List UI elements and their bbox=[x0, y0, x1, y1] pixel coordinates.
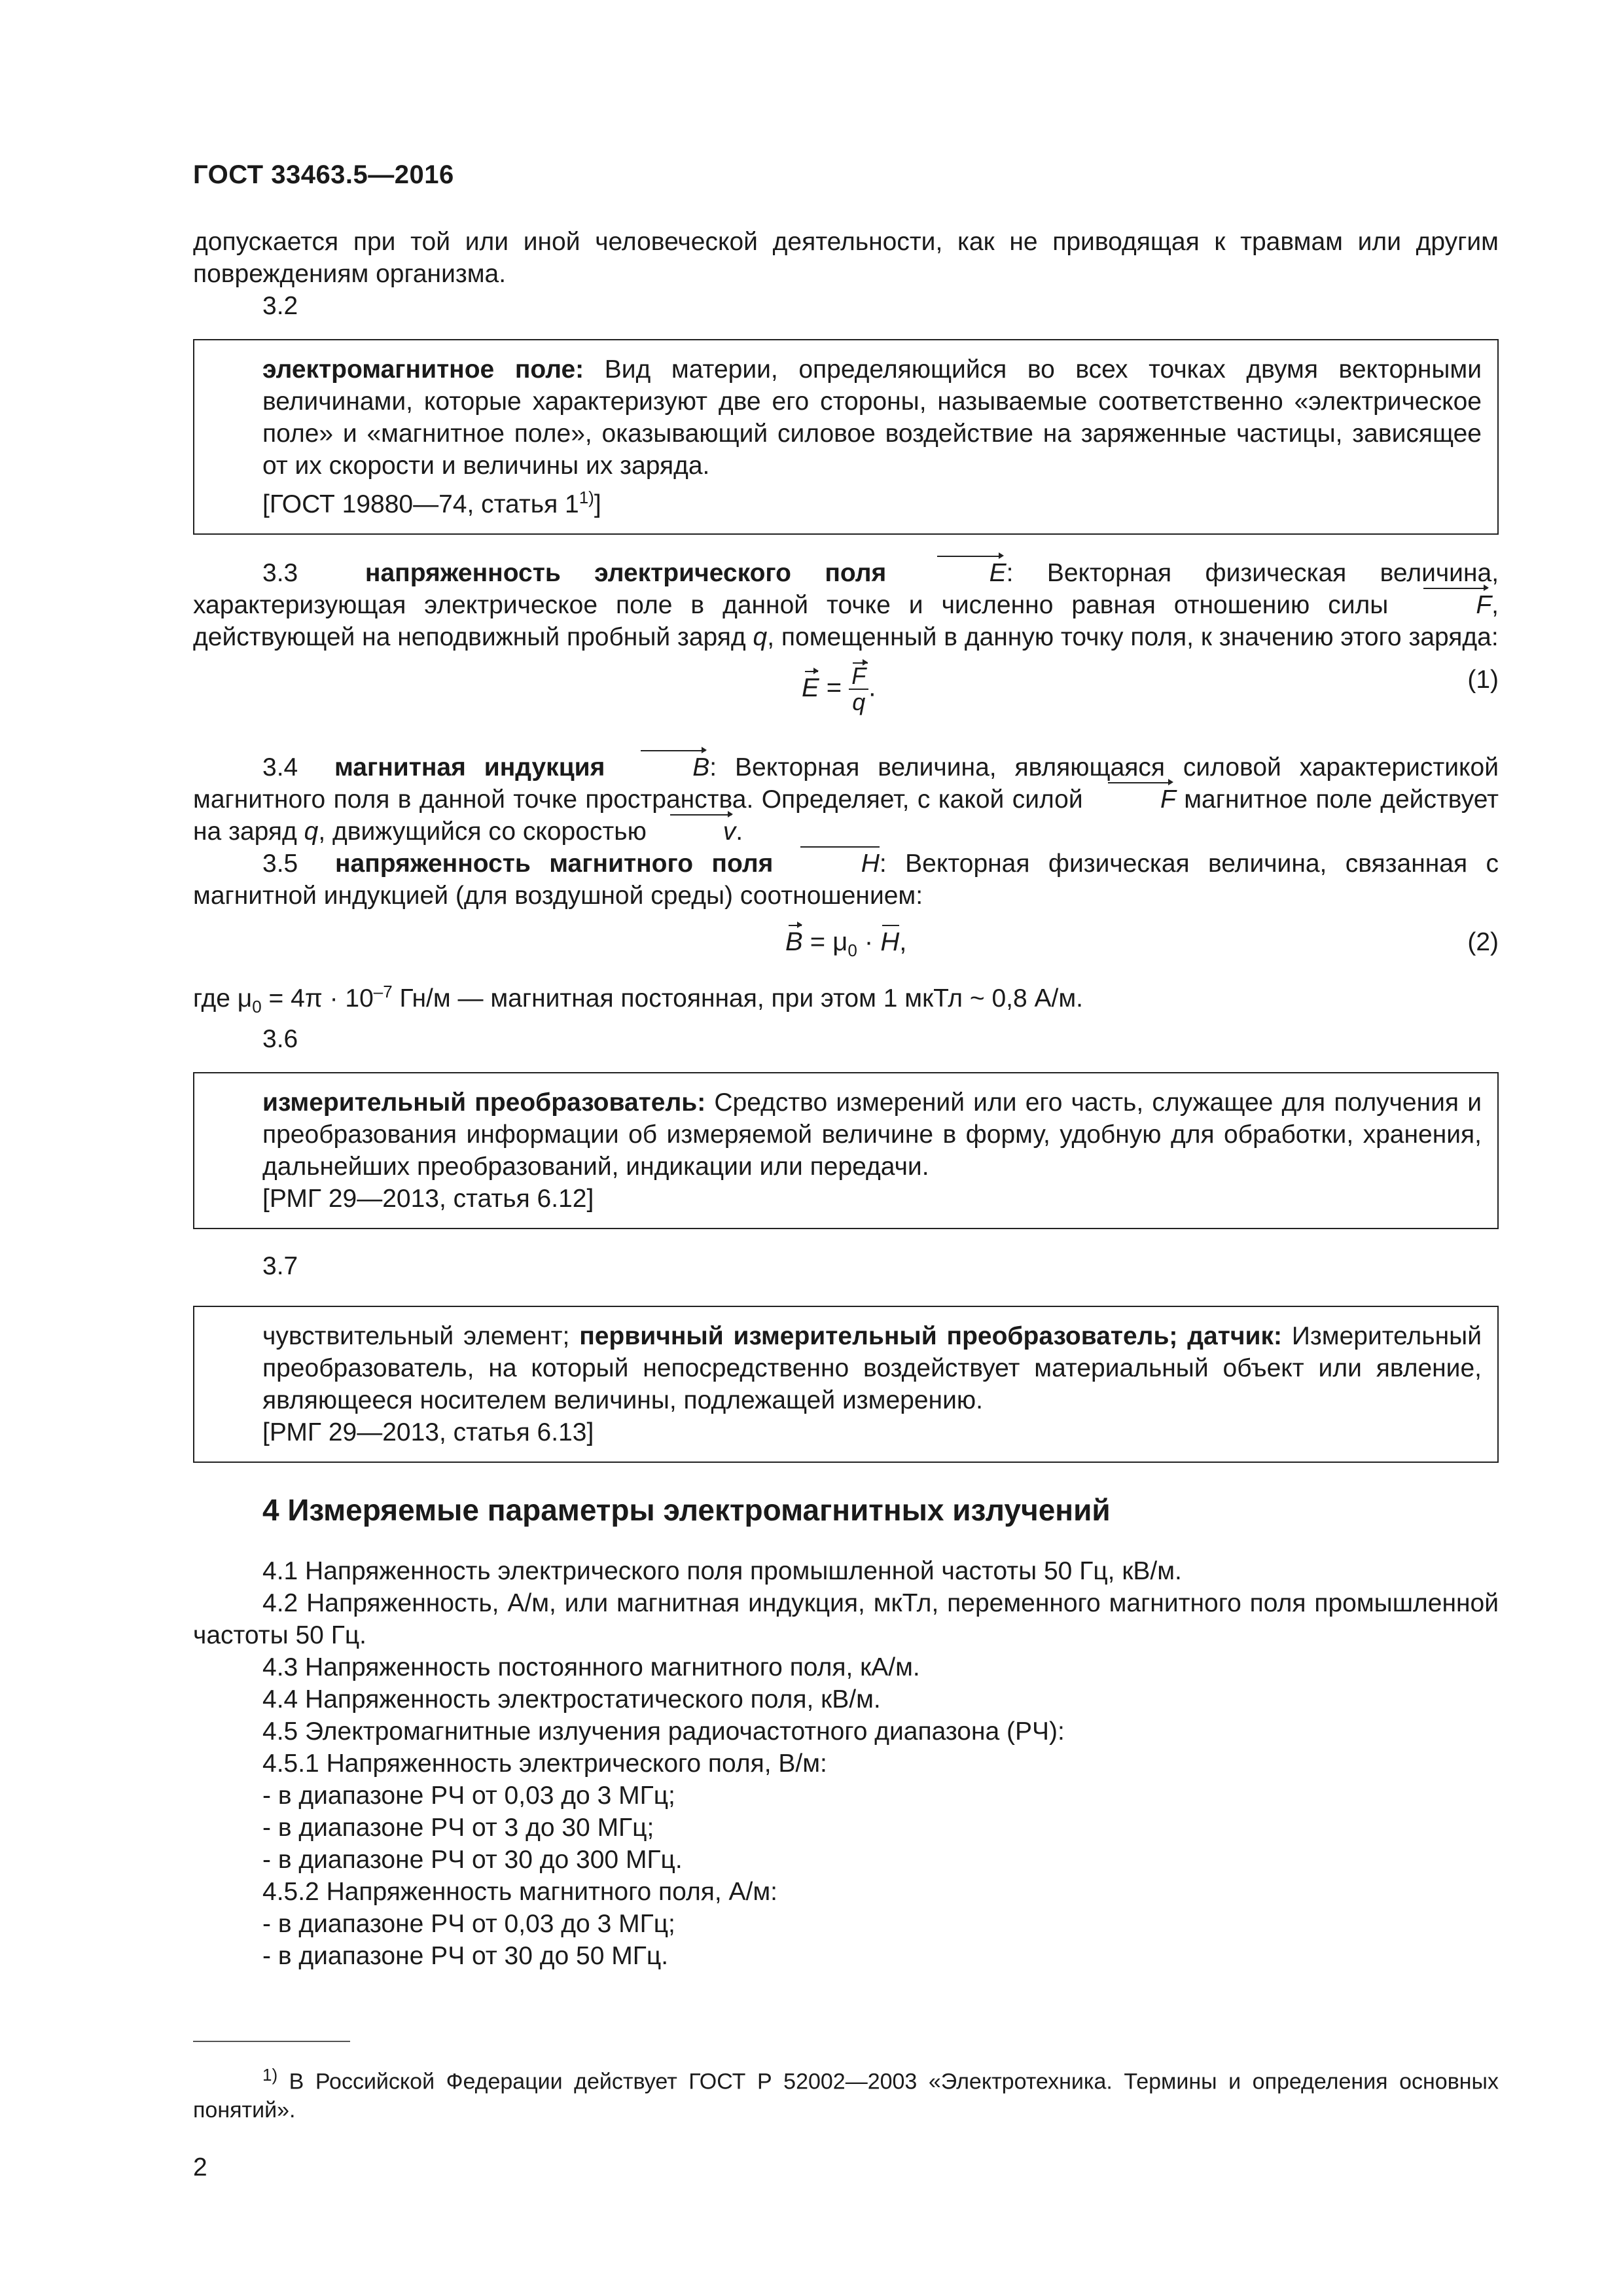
vector-b-symbol: B bbox=[623, 751, 709, 783]
list-item: - в диапазоне РЧ от 30 до 300 МГц. bbox=[262, 1845, 683, 1874]
equation-2-row bbox=[193, 926, 1499, 972]
definition-3-7: чувствительный элемент; первичный измерительный преобразователь; датчик: Измерительный преобразователь, на который непосредственно воздействует материальный объект или явление, являющееся носителем величины, подлежащей измерению. bbox=[262, 1321, 1482, 1414]
clause-3-3: 3.3 напряженность электрического поля E: Векторная физическая величина, характеризующая электрическое поле в данной точке и численно равная отношению силы F, действующей на неподвижный пробный заряд q, помещенный в данную точку поля, к значению этого заряда: bbox=[193, 557, 1499, 653]
list-item: - в диапазоне РЧ от 30 до 50 МГц. bbox=[262, 1941, 669, 1970]
clause-3-4: 3.4 магнитная индукция B: Векторная величина, являющаяся силовой характеристикой магнитного поля в данной точке пространства. Определяет, с какой силой F магнитное поле действует на заряд q, движущийся со скоростью v. bbox=[193, 751, 1499, 848]
footnote-text: $^{1)}$ В Российской Федерации действует ГОСТ Р 52002—2003 «Электротехника. Термины и определения основных понятий». bbox=[193, 2065, 1499, 2123]
vector-e-symbol: E bbox=[920, 557, 1007, 589]
document-body bbox=[193, 226, 1499, 1972]
section-4-title: 4 Измеряемые параметры электромагнитных излучений bbox=[262, 1492, 1111, 1527]
footnote-marker: 1) bbox=[262, 2065, 278, 2085]
item-4-2: 4.2 Напряженность, А/м, или магнитная индукция, мкТл, переменного магнитного поля промышленной частоты 50 Гц. bbox=[193, 1588, 1499, 1649]
item-4-5-1: 4.5.1 Напряженность электрического поля, В/м: bbox=[262, 1749, 827, 1778]
footnote bbox=[193, 2060, 1499, 2125]
item-4-3: 4.3 Напряженность постоянного магнитного поля, кА/м. bbox=[262, 1653, 920, 1681]
list-item: - в диапазоне РЧ от 3 до 30 МГц; bbox=[262, 1813, 654, 1842]
vector-v-symbol: v bbox=[654, 816, 736, 848]
term-3-2: электромагнитное поле: bbox=[262, 355, 584, 384]
clause-3-7-number: 3.7 bbox=[262, 1251, 298, 1280]
term-3-4: магнитная индукция bbox=[334, 753, 605, 781]
definition-box-3-7 bbox=[193, 1306, 1499, 1463]
charge-q-symbol: q bbox=[304, 817, 319, 846]
page-number: 2 bbox=[193, 2153, 207, 2181]
equation-1-row bbox=[193, 664, 1499, 736]
item-4-4: 4.4 Напряженность электростатического поля, кВ/м. bbox=[262, 1685, 881, 1713]
equation-2-number: (2) bbox=[1467, 928, 1499, 956]
footnote-ref: 1) bbox=[579, 488, 594, 507]
document-header: ГОСТ 33463.5—2016 bbox=[193, 160, 454, 189]
charge-q-symbol: q bbox=[753, 623, 768, 651]
where-clause: где $\mu_0 = 4\pi \cdot 10^{-7}$ Гн/м — магнитная постоянная, при этом 1 мкТл ~ 0,8 А/м. bbox=[193, 982, 1083, 1016]
definition-3-6: измерительный преобразователь: Средство измерений или его часть, служащее для получения и преобразования информации об измеряемой величине в форму, удобную для обработки, хранения, дальнейших преобразований, индикации или передачи. bbox=[262, 1088, 1482, 1181]
intro-continuation: допускается при той или иной человеческой деятельности, как не приводящая к травмам или другим повреждениям организма. bbox=[193, 228, 1499, 288]
list-item: - в диапазоне РЧ от 0,03 до 3 МГц; bbox=[262, 1781, 675, 1810]
vector-f-symbol: F bbox=[1406, 589, 1491, 621]
footnote-divider bbox=[193, 2041, 350, 2042]
item-4-5-2: 4.5.2 Напряженность магнитного поля, А/м: bbox=[262, 1877, 778, 1906]
list-item: - в диапазоне РЧ от 0,03 до 3 МГц; bbox=[262, 1909, 675, 1938]
item-4-1: 4.1 Напряженность электрического поля промышленной частоты 50 Гц, кВ/м. bbox=[262, 1556, 1182, 1585]
term-3-5: напряженность магнитного поля bbox=[334, 850, 774, 878]
clause-3-6-number: 3.6 bbox=[262, 1024, 298, 1053]
clause-3-5: 3.5 напряженность магнитного поля H: Векторная физическая величина, связанная с магнитной индукцией (для воздушной среды) соотношением: bbox=[193, 848, 1499, 912]
clause-3-2-number: 3.2 bbox=[262, 292, 298, 320]
equation-1: E = $\frac{F}{q}$ . bbox=[802, 662, 876, 715]
definition-3-2-text: Вид материи, определяющийся во всех точках двумя векторными величинами, которые характеризуют две его стороны, называемые соответственно «электрическое поле» и «магнитное поле», оказывающий силовое воздействие на заряженные частицы, зависящее от их скорости и величины их заряда. bbox=[262, 355, 1482, 480]
h-symbol: H bbox=[792, 848, 880, 880]
definition-3-2 bbox=[262, 353, 1482, 482]
equation-1-number: (1) bbox=[1467, 666, 1499, 694]
definition-box-3-6 bbox=[193, 1072, 1499, 1229]
term-3-7: первичный измерительный преобразователь; датчик: bbox=[579, 1321, 1282, 1350]
source-3-6: [РМГ 29—2013, статья 6.12] bbox=[262, 1184, 594, 1213]
equation-2: $B = \mu_0 \cdot H$, bbox=[785, 927, 907, 960]
item-4-5: 4.5 Электромагнитные излучения радиочастотного диапазона (РЧ): bbox=[262, 1717, 1065, 1746]
term-3-3: напряженность электрического поля bbox=[365, 559, 887, 587]
source-3-2: [ГОСТ 19880—74, статья 1$^{1)}$] bbox=[262, 488, 601, 518]
source-3-7: [РМГ 29—2013, статья 6.13] bbox=[262, 1418, 594, 1446]
term-3-6: измерительный преобразователь: bbox=[262, 1088, 706, 1117]
vector-f-symbol: F bbox=[1091, 783, 1176, 816]
definition-box-3-2 bbox=[193, 339, 1499, 535]
fraction: $\frac{F}{q}$ bbox=[849, 664, 868, 715]
